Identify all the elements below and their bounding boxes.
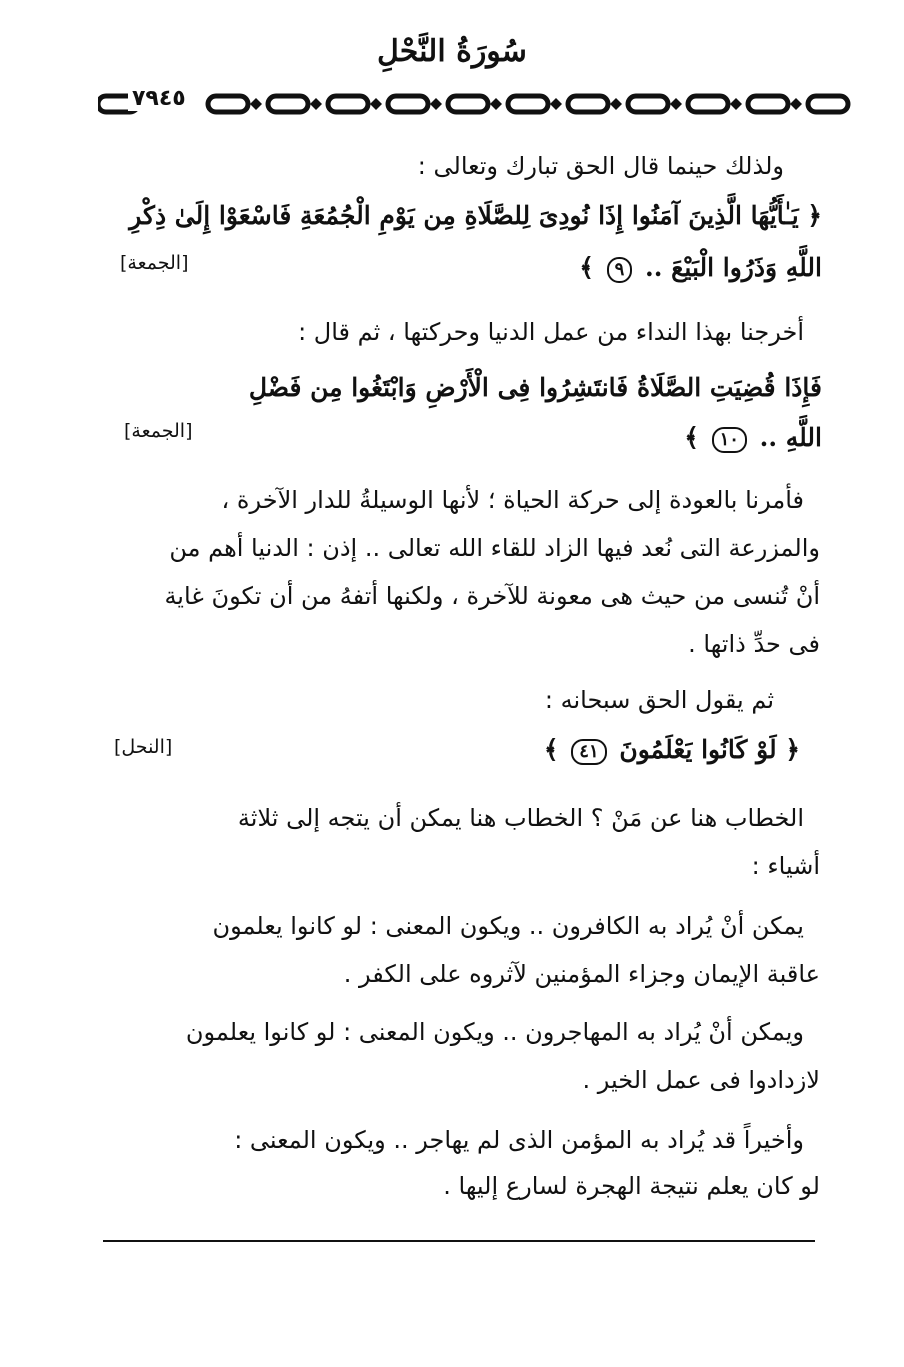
quran-verse-line	[544, 730, 800, 770]
paragraph-line: يمكن أنْ يُراد به الكافرون .. ويكون المعنى : لو كانوا يعلمون	[212, 912, 804, 940]
paragraph-line: لازدادوا فى عمل الخير .	[582, 1066, 820, 1094]
paragraph-line: فى حدِّ ذاتها .	[688, 630, 820, 658]
closing-bracket-icon: ﴾	[543, 735, 559, 764]
surah-reference: [النحل]	[114, 736, 173, 758]
footer-divider	[103, 1240, 815, 1242]
paragraph-line: وأخيراً قد يُراد به المؤمن الذى لم يهاجر .. ويكون المعنى :	[234, 1126, 804, 1154]
quran-verse-line: فَإِذَا قُضِيَتِ الصَّلَاةُ فَانتَشِرُوا فِى الْأَرْضِ وَابْتَغُوا مِن فَضْلِ	[248, 373, 822, 402]
quran-verse-line	[684, 418, 822, 458]
paragraph: ثم يقول الحق سبحانه :	[544, 686, 774, 714]
verse-number-badge: ٤١	[571, 739, 606, 765]
paragraph-line: والمزرعة التى نُعد فيها الزاد للقاء الله تعالى .. إذن : الدنيا أهم من	[169, 534, 820, 562]
paragraph-line: عاقبة الإيمان وجزاء المؤمنين لآثروه على الكفر .	[343, 960, 820, 988]
verse-text: اللَّهِ ..	[759, 423, 822, 452]
verse-text: اللَّهِ وَذَرُوا الْبَيْعَ ..	[644, 253, 822, 282]
paragraph-line: أنْ تُنسى من حيث هى معونة للآخرة ، ولكنها أتفهُ من أن تكونَ غاية	[164, 582, 820, 610]
quran-verse-line: ﴿ يَـٰأَيُّهَا الَّذِينَ آمَنُوا إِذَا نُودِىَ لِلصَّلَاةِ مِن يَوْمِ الْجُمُعَةِ فَاسْعَوْا إِلَىٰ ذِكْرِ	[129, 201, 822, 230]
closing-bracket-icon: ﴾	[579, 253, 594, 282]
ornamental-chain-border	[98, 88, 858, 120]
paragraph-intro: ولذلك حينما قال الحق تبارك وتعالى :	[417, 152, 784, 180]
surah-title: سُورَةُ النَّحْلِ	[377, 34, 527, 69]
paragraph-line: أشياء :	[751, 852, 820, 880]
paragraph-line: الخطاب هنا عن مَنْ ؟ الخطاب هنا يمكن أن يتجه إلى ثلاثة	[237, 804, 804, 832]
paragraph-line: لو كان يعلم نتيجة الهجرة لسارع إليها .	[443, 1172, 820, 1200]
verse-number-badge: ٩	[607, 257, 633, 283]
verse-text: ﴿ لَوْ كَانُوا يَعْلَمُونَ	[619, 735, 800, 764]
closing-bracket-icon: ﴾	[684, 423, 699, 452]
quran-verse-line	[579, 248, 822, 288]
surah-reference: [الجمعة]	[124, 420, 193, 442]
paragraph-line: فأمرنا بالعودة إلى حركة الحياة ؛ لأنها الوسيلةُ للدار الآخرة ،	[221, 486, 804, 514]
verse-number-badge: ١٠	[712, 427, 747, 453]
paragraph: أخرجنا بهذا النداء من عمل الدنيا وحركتها ، ثم قال :	[298, 318, 804, 346]
paragraph-line: ويمكن أنْ يُراد به المهاجرون .. ويكون المعنى : لو كانوا يعلمون	[185, 1018, 804, 1046]
surah-reference: [الجمعة]	[120, 252, 189, 274]
page-number: ٧٩٤٥	[128, 86, 190, 111]
